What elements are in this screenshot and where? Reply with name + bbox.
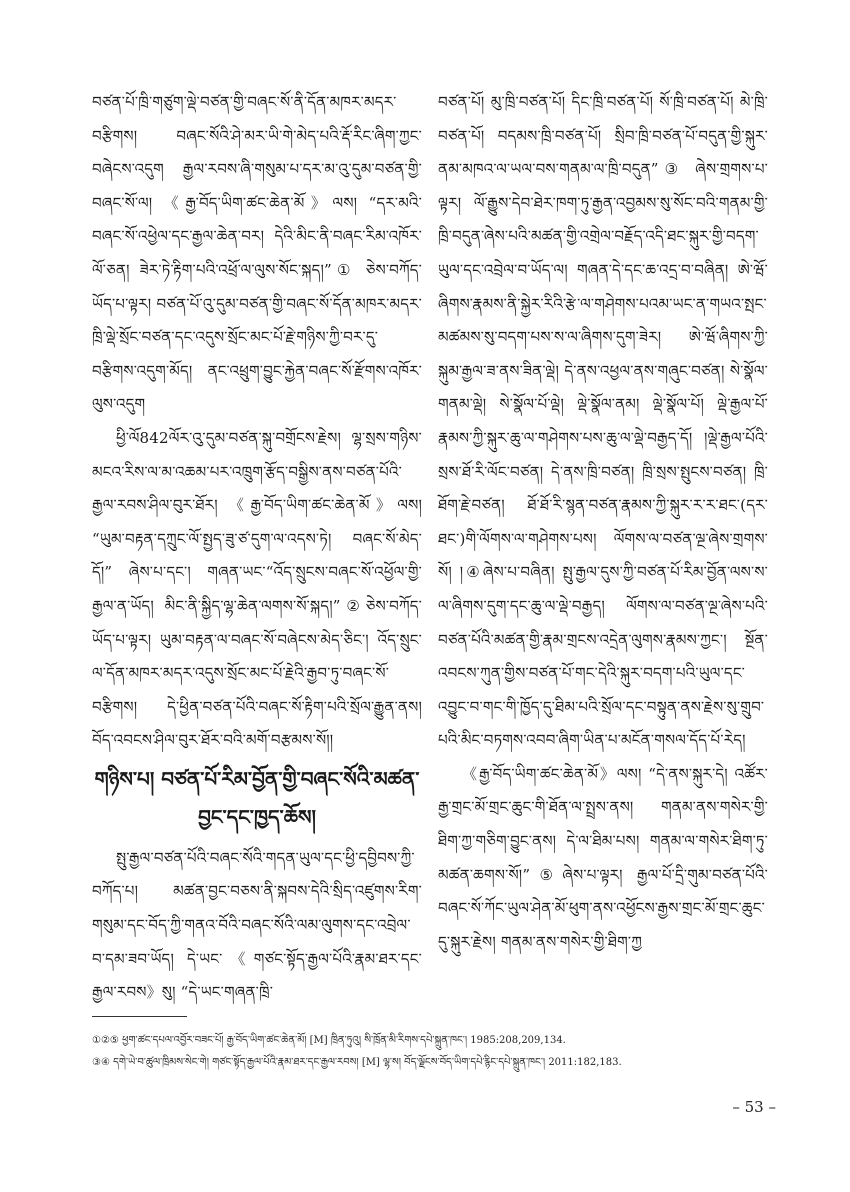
page-number: – 53 – [732, 1098, 776, 1116]
body-paragraph: སྤུ་རྒྱལ་བཙན་པོའི་བཞང་སོའི་གདན་ཡུལ་དང་ཕྱི་དབྱིབས་ཀྱི་བཀོད་པ། མཚན་བྱང་བཅས་ནི་སྐབས་དེའི་སྲིད་འཛུགས་རིག་གསུམ་དང་བོད་ཀྱི་གནའ་བོའི་བཞང་སོའི་ལམ་ལུགས་དང་འབྲེལ་བ་དམ་ཟབ་ཡོད། དེ་ཡང་《གཙང་སྟོད་རྒྱལ་པོའི་རྣམ་ཐར་དང་རྒྱལ་རབས》སུ། “དེ་ཡང་གཞན་ཁྲི་ [92, 848, 422, 1002]
body-paragraph: བཙན་པོ་ཁྲི་གཙུག་ལྡེ་བཙན་གྱི་བཞང་སོ་ནི་དོན་མཁར་མདར་བརྩིགས། བཞང་སོའི་ཤེ་མར་ཡི་གེ་མེད་པའི་རྡོ་རིང་ཞིག་ཀྱང་བཞེངས་འདུག རྒྱལ་རབས་ཞི་གསུམ་པ་དར་མ་འུ་དུམ་བཙན་གྱི་བཞང་སོ་ལ། 《རྒྱ་བོད་ཡིག་ཚང་ཆེན་མོ》ལས། “དར་མའི་བཞང་སོ་འཕྱེལ་དང་རྒྱལ་ཆེན་བར། དེའི་མིང་ནི་བཞང་རིམ་འཁོར་ལོ་ཅན། ཟེར་ཏེ་རྟིག་པའི་འཕྲོ་ལ་ལུས་སོང་སྐད།”① ཅེས་བཀོད་ཡོད་པ་ལྟར། བཙན་པོ་འུ་དུམ་བཙན་གྱི་བཞང་སོ་དོན་མཁར་མདར་ཁྲི་ལྡེ་སྲོང་བཙན་དང་འདུས་སྲོང་མང་པོ་རྗེ་གཉིས་ཀྱི་བར་དུ་བརྩིགས་འདུག་མོད། ནང་འཕྲུག་བྱུང་རྐྱེན་བཞང་སོ་རྫོགས་འཁོར་ལུས་འདུག [92, 93, 422, 414]
body-paragraph: ཕྱི་ལོ842ལོར་འུ་དུམ་བཙན་སྐུ་བགྲོངས་རྗེས། ལྷ་སྲས་གཉིས་མངའ་རིས་ལ་མ་འཆམ་པར་འཁྲུག་རྩོད་བསྒྱིས་ནས་བཙན་པོའི་རྒྱལ་རབས་ཤིལ་བུར་ཐོར། 《རྒྱ་བོད་ཡིག་ཚང་ཆེན་མོ》ལས། “ཡུམ་བརྟན་དཀྲུང་ལོ་སྤྱད་ཟུ་ཙ་དུག་ལ་འདས་ཏེ། བཞང་སོ་མེད་དོ།” ཞེས་པ་དང་། གཞན་ཡང་“འོད་སྲུངས་བཞང་སོ་འཕྱོལ་གྱི་རྒྱལ་ན་ཡོད། མིང་ནི་སྐྱིད་ལྷ་ཆེན་ལགས་སོ་སྐད།”②ཅེས་བཀོད་ཡོད་པ་ལྟར། ཡུམ་བརྟན་ལ་བཞང་སོ་བཞེངས་མེད་ཅིང་། འོད་སྲུང་ལ་དོན་མཁར་མདར་འདུས་སྲོང་མང་པོ་རྗེའི་རྒྱབ་ཏུ་བཞང་སོ་བརྩིགས། དེ་ཕྱིན་བཙན་པོའི་བཞང་སོ་རྟིག་པའི་སྲོལ་རྒྱུན་ནས། བོད་འབངས་ཤིལ་བུར་ཐོར་བའི་མགོ་བརྩམས་སོ།། [92, 428, 422, 750]
section-heading: གཉིས་པ། བཙན་པོ་རིམ་བྱོན་གྱི་བཞང་སོའི་མཚན་བྱང་དང་ཁྱད་ཆོས། [94, 766, 420, 829]
footnote: ③④ དགེ་ཡེ་བ་ཚུལ་ཁྲིམས་སེང་གེ། གཙང་སྟོད་རྒྱལ་པོའི་རྣམ་ཐར་དང་རྒྱལ་རབས། [M] ལྷ་ས། བོད་ལྗོངས་བོད་ཡིག་དཔེ་རྙིང་དཔེ་སྐྲུན་ཁང་། 2011:182,183. [92, 1057, 622, 1068]
left-column [92, 86, 422, 1010]
right-column [438, 86, 768, 959]
footnotes [92, 1030, 772, 1074]
body-paragraph: བཙན་པོ། མུ་ཁྲི་བཙན་པོ། དིང་ཁྲི་བཙན་པོ། སོ་ཁྲི་བཙན་པོ། མེ་ཁྲི་བཙན་པོ། བདམས་ཁྲི་བཙན་པོ། སྲིབ་ཁྲི་བཙན་པོ་བདུན་གྱི་སྐུར་ནམ་མཁའ་ལ་ཡལ་བས་གནམ་ལ་ཁྲི་བདུན”③ ཞེས་གྲགས་པ་ལྟར། ལོ་རྒྱུས་དེབ་ཐེར་ཁག་ཏུ་རྒྱན་འབྱམས་སུ་སོང་བའི་གནམ་གྱི་ཁྲི་བདུན་ཞེས་པའི་མཚན་གྱི་འགྲེལ་བརྗོད་འདི་ཐང་སྐུར་གྱི་བདག་ཡུལ་དང་འབྲེལ་བ་ཡོད་ལ། གཞན་དེ་དང་ཆ་འདྲ་བ་བཞིན། ཨེ་ཝོ་ཞིགས་རྣམས་ནི་སྐྱེར་རིའི་རྩེ་ལ་གཤེགས་པའམ་ཡང་ན་གཡའ་སྤང་མཚམས་སུ་བདག་པས་ས་ལ་ཞིགས་དུག་ཟེར། ཨེ་ཝོ་ཞིགས་ཀྱི་སྐུམ་རྒྱལ་ཟ་ནས་ཟིན་ལྡེ། དེ་ནས་འཕྱལ་ནས་གཞུང་བཙན། སེ་སྣོལ་གནམ་ལྡེ། སེ་སྣོལ་པོ་ལྡེ། ལྡེ་སྣོལ་ནམ། ལྡེ་སྣོལ་པོ། ལྡེ་རྒྱལ་པོ་རྣམས་ཀྱི་སྐུར་ཆུ་ལ་གཤེགས་པས་ཆུ་ལ་ལྡེ་བརྒྱད་དོ། །ལྡེ་རྒྱལ་པོའི་སྲས་ཐོ་རི་ལོང་བཙན། དེ་ནས་ཁྲི་བཙན། ཁྲི་སྲས་སྤུངས་བཙན། ཁྲི་ཐོག་རྗེ་བཙན། ཐོ་ཐོ་རི་སྙན་བཙན་རྣམས་ཀྱི་སྐུར་ར་ར་ཐང་(དར་ཐང་)གི་ལོགས་ལ་གཤེགས་པས། ལོགས་ལ་བཙན་ལྔ་ཞེས་གྲགས་སོ། །④ཞེས་པ་བཞིན། སྤུ་རྒྱལ་དུས་ཀྱི་བཙན་པོ་རིམ་བྱོན་ལས་ས་ལ་ཞིགས་དུག་དང་ཆུ་ལ་ལྡེ་བརྒྱད། ལོགས་ལ་བཙན་ལྔ་ཞེས་པའི་བཙན་པོའི་མཚན་གྱི་རྣམ་གྲངས་འདྲེན་ལུགས་རྣམས་ཀྱང་། སྔོན་འབངས་ཀུན་གྱིས་བཙན་པོ་གང་དེའི་སྐུར་བདག་པའི་ཡུལ་དང་འབྱུང་བ་གང་གི་ཁྱོད་དུ་ཐིམ་པའི་སྲོལ་དང་བསྟུན་ནས་རྗེས་སུ་གྲུབ་པའི་མིང་བཏགས་འབབ་ཞིག་ཡིན་པ་མངོན་གསལ་དོད་པོ་རེད། [438, 93, 768, 750]
footnote-rule [92, 1016, 187, 1017]
body-paragraph: 《རྒྱ་བོད་ཡིག་ཚང་ཆེན་མོ》ལས། “དེ་ནས་སྐུར་དེ། འཚོར་རྒྱ་གྲང་མོ་གྲང་ཆུང་གི་ཐོན་ལ་སྤྲས་ནས། གནམ་ནས་གསེར་གྱི་ཐིག་ཀྱ་གཅིག་བྱུང་ནས། དེ་ལ་ཐིམ་པས། གནམ་ལ་གསེར་ཐིག་ཏུ་མཚན་ཆགས་སོ།”⑤ཞེས་པ་ལྟར། རྒྱལ་པོ་དྲི་གུམ་བཙན་པོའི་བཞང་སོ་ཀོང་ཡུལ་ཤེན་མོ་ཕུག་ནས་འཕྱོངས་རྒྱས་གྲང་མོ་གྲང་ཆུང་དུ་སྐུར་རྗེས། གནམ་ནས་གསེར་གྱི་ཐིག་ཀྱ [438, 764, 768, 951]
footnote: ①②⑤ ཕྱག་ཚང་དཔལ་འབྱོར་བཟང་པོ། རྒྱ་བོད་ཡིག་ཚང་ཆེན་མོ། [M] ཁྲིན་ཏུའུ། སི་ཁྲོན་མི་རིགས་དཔེ་སྐྲུན་ཁང་། 1985:208,209,134. [92, 1035, 566, 1046]
